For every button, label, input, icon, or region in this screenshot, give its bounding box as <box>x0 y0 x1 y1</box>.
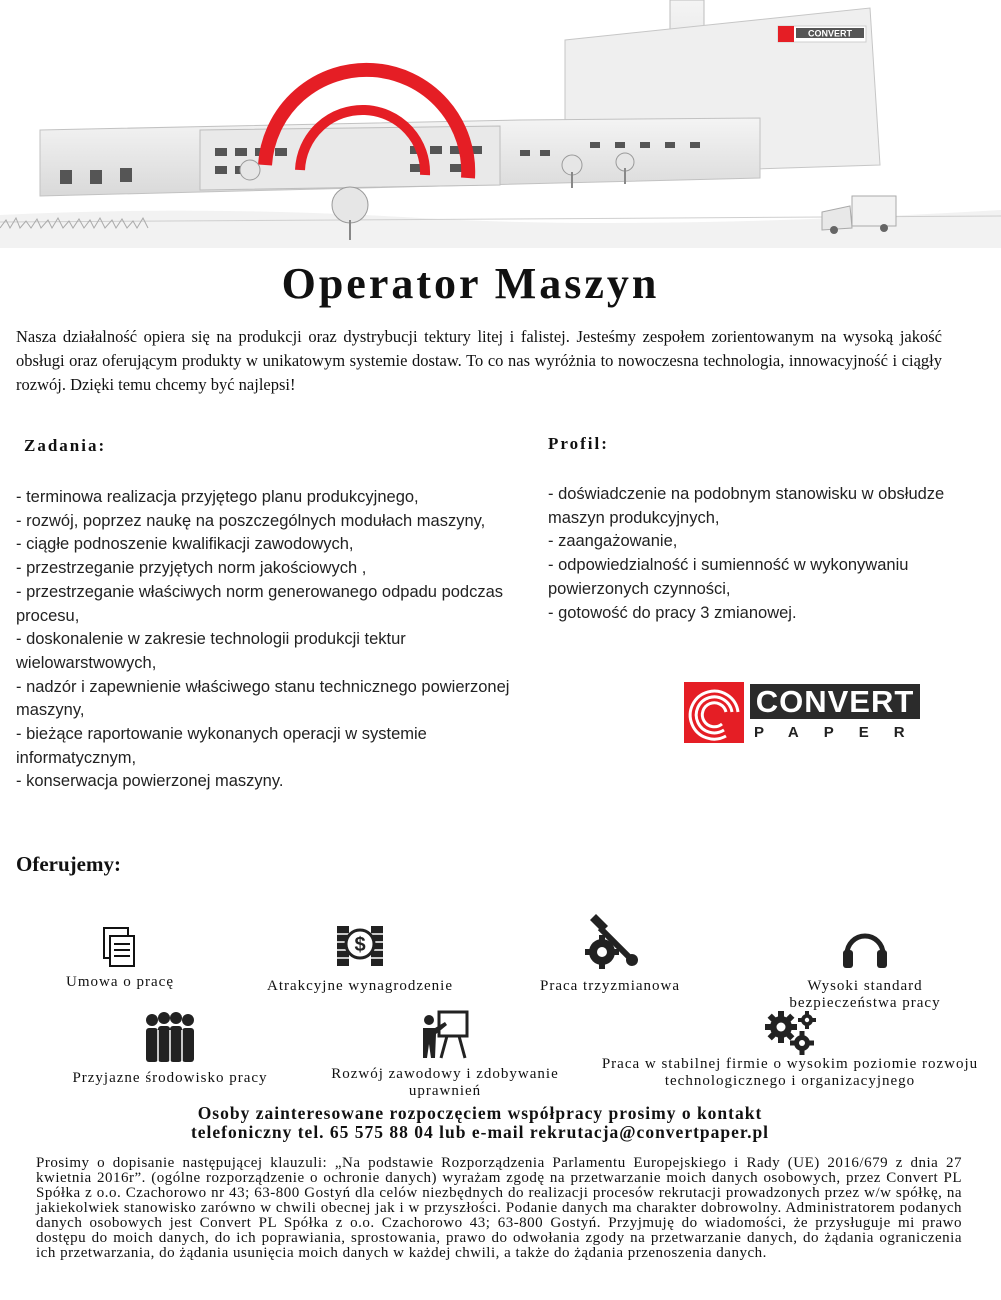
benefit-three-shifts <box>510 914 710 995</box>
list-item: - rozwój, poprzez naukę na poszczególnych modułach maszyny, <box>16 511 486 530</box>
benefit-label: Wysoki standard bezpieczeństwa pracy <box>789 978 941 1011</box>
contact-info <box>60 1104 900 1142</box>
money-icon <box>335 920 385 970</box>
logo-subtitle: PAPER <box>754 724 930 741</box>
tasks-heading: Zadania: <box>24 436 107 455</box>
list-item: - odpowiedzialność i sumienność w wykonywaniu powierzonych czynności, <box>548 556 909 598</box>
logo-mark-icon <box>684 682 744 743</box>
list-item: - gotowość do pracy 3 zmianowej. <box>548 603 797 622</box>
team-icon <box>142 1012 198 1062</box>
list-item: - doświadczenie na podobnym stanowisku w obsłudze maszyn produkcyjnych, <box>548 485 945 527</box>
profile-heading: Profil: <box>548 434 609 453</box>
convert-paper-logo <box>684 682 930 743</box>
benefit-safety <box>770 924 960 1012</box>
svg-text:$: $ <box>354 934 366 956</box>
list-item: - nadzór i zapewnienie właściwego stanu technicznego powierzonej maszyny, <box>16 677 510 720</box>
company-intro: Nasza działalność opiera się na produkcji oraz dystrybucji tektury litej i falistej. Jesteśmy zespołem zorientowanym na wysoką jakość obsługi oraz oferującym produkty w unikatowym systemie dostaw. To co nas wyróżnia to nowoczesna technologia, innowacyjność i ciągły rozwój. Dzięki temu chcemy być najlepsi! <box>16 327 942 394</box>
list-item: - przestrzeganie właściwych norm generowanego odpadu podczas procesu, <box>16 582 504 625</box>
tools-gear-icon <box>580 914 640 970</box>
list-item: - konserwacja powierzonej maszyny. <box>16 772 284 791</box>
gears-icon <box>764 1010 816 1056</box>
benefit-label: Praca w stabilnej firmie o wysokim poziomie rozwoju technologicznego i organizacyjnego <box>601 1056 979 1089</box>
list-item: - przestrzeganie przyjętych norm jakościowych , <box>16 559 367 578</box>
benefit-salary <box>240 920 480 995</box>
benefit-stability <box>590 1010 990 1090</box>
tasks-list <box>16 486 526 794</box>
gdpr-clause: Prosimy o dopisanie następującej klauzuli: „Na podstawie Rozporządzenia Parlamentu Europejskiego i Rady (UE) 2016/679 z dnia 27 kwietnia 2016r”. (ogólne rozporządzenie o ochronie danych) wyrażam zgodę na przetwarzanie moich danych osobowych, przez Convert PL Spółka z o.o. Czachorowo nr 43; 63-800 Gostyń dla celów niezbędnych do realizacji procesów rekrutacji prowadzonych przez w/w spółkę, na jakiekolwiek stanowisko zarówno w chwili obecnej jak i w przyszłości. Podanie danych ma charakter dobrowolny. Administratorem podanych danych osobowych jest Convert PL Spółka z o.o. Czachorowo 43; 63-800 Gostyń. Przyjmuję do wiadomości, że przysługuje mi prawo dostępu do moich danych, do ich poprawiania, sprostowania, prawo do odwołania zgody na przetwarzanie danych, do żądania ograniczenia ich przetwarzania, do żądania usunięcia moich danych w każdej chwili, a także do żądania przenoszenia danych. <box>36 1155 962 1261</box>
factory-illustration <box>0 0 1001 248</box>
presentation-icon <box>419 1010 471 1060</box>
benefit-label: Przyjazne środowisko pracy <box>72 1070 268 1086</box>
offer-heading: Oferujemy: <box>16 852 121 876</box>
list-item: - doskonalenie w zakresie technologii produkcji tektur wielowarstwowych, <box>16 630 406 672</box>
benefit-label: Rozwój zawodowy i zdobywanie uprawnień <box>331 1066 559 1099</box>
contact-line-1: Osoby zainteresowane rozpoczęciem współpracy prosimy o kontakt <box>197 1103 763 1123</box>
document-icon <box>100 926 140 970</box>
list-item: - ciągłe podnoszenie kwalifikacji zawodowych, <box>16 535 354 554</box>
svg-text:CONVERT: CONVERT <box>807 28 853 39</box>
benefit-contract <box>40 926 200 991</box>
list-item: - zaangażowanie, <box>548 532 678 551</box>
contact-line-2: telefoniczny tel. 65 575 88 04 lub e-mail rekrutacja@convertpaper.pl <box>190 1122 770 1142</box>
page-title: Operator Maszyn <box>281 259 660 308</box>
benefit-label: Atrakcyjne wynagrodzenie <box>266 978 453 994</box>
list-item: - terminowa realizacja przyjętego planu produkcyjnego, <box>16 488 419 506</box>
headphones-icon <box>840 924 890 970</box>
benefit-environment <box>40 1012 300 1087</box>
benefit-development <box>330 1010 560 1100</box>
benefit-label: Umowa o pracę <box>66 974 174 990</box>
hero-illustration <box>0 0 1001 248</box>
logo-wordmark: CONVERT <box>750 684 920 719</box>
list-item: - bieżące raportowanie wykonanych operacji w systemie informatycznym, <box>16 725 427 767</box>
benefit-label: Praca trzyzmianowa <box>539 978 681 994</box>
building-sign <box>778 26 866 42</box>
profile-list <box>548 483 988 625</box>
